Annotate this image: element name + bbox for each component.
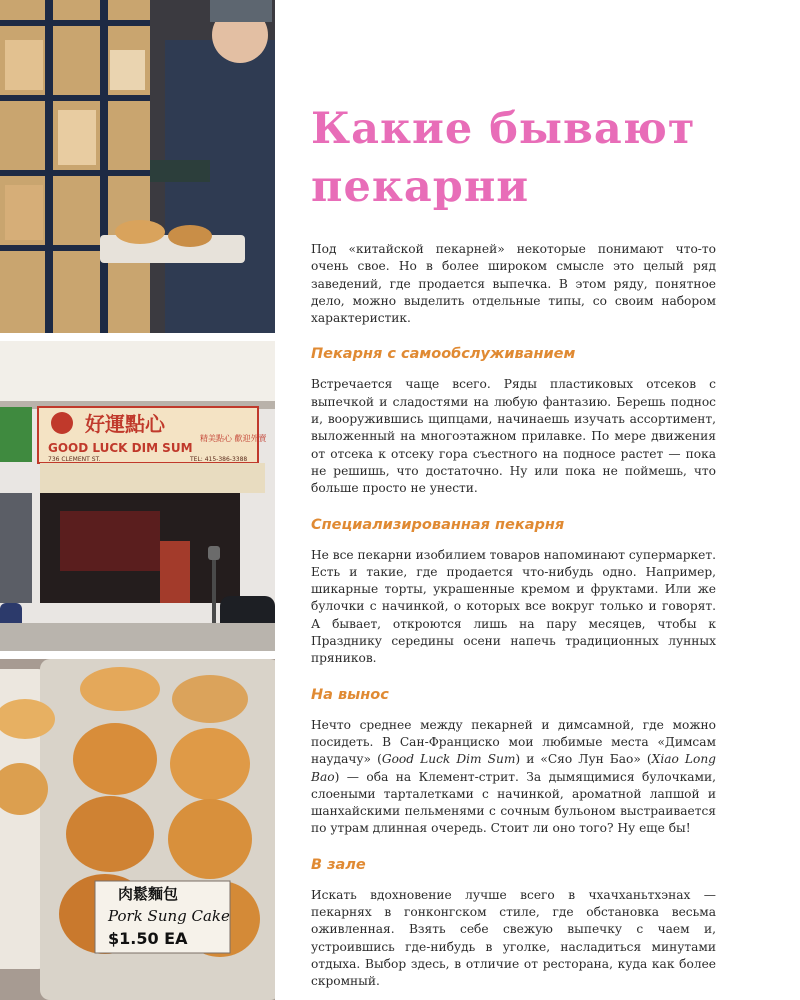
- storefront-side-sign: 精美點心 歡迎外賣: [200, 434, 267, 443]
- bakery-counter-photo: [0, 0, 275, 333]
- section-heading-dine-in: В зале: [311, 856, 366, 873]
- article-column: [311, 100, 716, 991]
- storefront-photo: [0, 341, 275, 651]
- intro-block: [311, 241, 716, 327]
- section-heading-takeaway: На вынос: [311, 686, 389, 703]
- section-self-service: [311, 345, 716, 497]
- section-heading-specialized: Специализированная пекарня: [311, 516, 565, 533]
- takeaway-text-part-3: ) — оба на Клемент-стрит. За дымящимися булочками, слоеными тарталетками с начинкой, ароматной лапшой и шанхайскими пельменями с сочным бульоном выстраивается по утрам длинная очередь. Стоит ли оно того? Ну еще бы!: [311, 769, 716, 836]
- takeaway-italic-xiao-long-bao: Xiao Long Bao: [311, 752, 716, 784]
- price-tag-name: Pork Sung Cake: [108, 907, 230, 925]
- section-text-self-service: Встречается чаще всего. Ряды пластиковых отсеков с выпечкой и сладостями на любую фантазию. Берешь поднос и, вооружившись щипцами, начинаешь изучать ассортимент, выложенный на многоэтажном прилавке. По мере движения от отсека к отсеку гора съестного на подносе растет — пока не решишь, что достаточно. Ну или пока не поймешь, что больше просто не унести.: [311, 377, 716, 496]
- takeaway-italic-good-luck: Good Luck Dim Sum: [381, 752, 516, 767]
- takeaway-text-part-1: Нечто среднее между пекарней и димсамной, где можно посидеть. В Сан-Франциско мои любимые места «Димсам наудачу» (: [311, 717, 716, 767]
- section-heading-self-service: Пекарня с самообслуживанием: [311, 346, 576, 363]
- section-dine-in: [311, 856, 716, 991]
- storefront-address: 736 CLEMENT ST.: [48, 456, 101, 463]
- price-tag-price: $1.50 EA: [108, 929, 188, 948]
- pastry-tray-photo: [0, 659, 275, 1000]
- page-title: [311, 100, 716, 216]
- section-text-takeaway: [311, 717, 716, 838]
- section-text-specialized: Не все пекарни изобилием товаров напоминают супермаркет. Есть и такие, где продается что-нибудь одно. Например, шикарные торты, украшенные кремом и фруктами. Или же булочки с начинкой, о которых все вокруг только и говорят. А бывает, откроются лишь на пару месяцев, чтобы к Празднику середины осени напечь традиционных лунных пряников.: [311, 547, 716, 666]
- storefront-sign-english: GOOD LUCK DIM SUM: [48, 441, 193, 455]
- page-title-line-2: пекарни: [311, 162, 530, 212]
- section-takeaway: [311, 686, 716, 838]
- section-text-dine-in: Искать вдохновение лучше всего в чхачханьтхэнах — пекарнях в гонконгском стиле, где обстановка весьма оживленная. Взять себе свежую выпечку с чаем и, устроившись где-нибудь в уголке, насладиться минутами отдыха. Выбор здесь, в отличие от ресторана, куда как более скромный.: [311, 887, 716, 989]
- storefront-phone: TEL: 415-386-3388: [190, 456, 248, 463]
- intro-paragraph: Под «китайской пекарней» некоторые понимают что-то очень свое. Но в более широком смысле это целый ряд заведений, где продается выпечка. В этом ряду, понятное дело, можно выделить отдельные типы, со своим набором характеристик.: [311, 242, 716, 326]
- storefront-sign-chinese: 好運點心: [85, 412, 165, 436]
- section-specialized: [311, 516, 716, 668]
- price-tag-chinese: 肉鬆麵包: [118, 885, 179, 903]
- page-title-line-1: Какие бывают: [311, 104, 696, 154]
- takeaway-text-part-2: ) и «Сяо Лун Бао» (: [515, 752, 652, 767]
